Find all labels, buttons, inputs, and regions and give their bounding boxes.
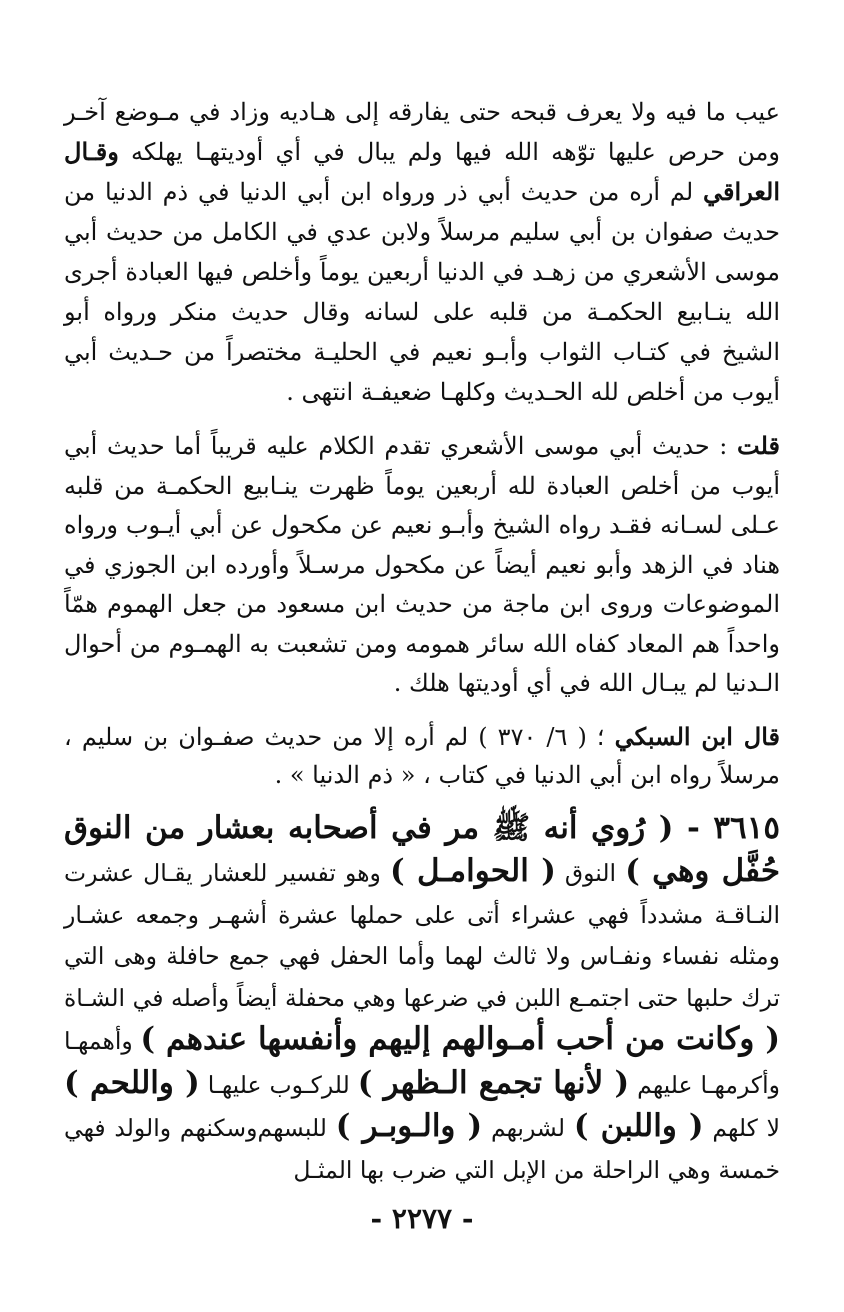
hadith-phrase-amwal: ( وكانت من أحب أمـوالهم إليهم وأنفسها عندهم ) xyxy=(140,1021,780,1057)
text-run: عيب ما فيه ولا يعرف قبحه حتى يفارقه إلى هـاديه وزاد في مـوضع آخـر ومن حرص عليها توّهه الله فيها ولم يبال في أي أوديتهـا يهلكه xyxy=(64,98,780,166)
hadith-heading: ٣٦١٥ - ( رُوي أنه ﷺ مر في أصحابه بعشار من النوق حُفَّل وهي ) xyxy=(64,809,781,889)
paragraph-qultu xyxy=(64,426,780,704)
paragraph-commentary xyxy=(64,92,780,412)
paragraph-hadith-3615 xyxy=(64,808,780,1192)
text-run: لشربهم xyxy=(482,1114,574,1142)
hadith-term-lahm: ( واللحم ) xyxy=(64,1064,200,1101)
text-run: النوق xyxy=(555,859,626,887)
hadith-term-hawamil: ( الحوامـل ) xyxy=(389,853,556,889)
text-run: : حديث أبي موسى الأشعري تقدم الكلام عليه قريباً أما حديث أبي أيوب من أخلص العبادة لله أربعين يوماً ظهرت ينـابيع الحكمـة من قلبه عـلى لسـانه فقـد رواه الشيخ وأبـو نعيم عن مكحول عن أبي أيـوب ورواه هناد في الزهد وأبو نعيم أيضاً عن مكحول مرسـلاً وأورده ابن الجوزي في الموضوعات وروى ابن ماجة من حديث ابن مسعود من جعل الهموم همّاً واحداً هم المعاد كفاه الله سائر همومه ومن تشعبت به الهمـوم من أحوال الـدنيا لم يبـال الله في أي أوديتها هلك . xyxy=(64,432,780,697)
hadith-term-laban: ( واللبن ) xyxy=(573,1108,704,1144)
bold-term-subki: قال ابن السبكي xyxy=(614,721,781,751)
hadith-term-wabar: ( والـوبـر ) xyxy=(335,1108,483,1144)
paragraph-subki xyxy=(64,718,780,794)
bold-term-qultu: قلت xyxy=(737,431,780,460)
text-run: للركـوب عليهـا xyxy=(199,1070,358,1099)
text-run: ؛ ( ٦/ ٣٧٠ ) لم أره إلا من حديث صفـوان بن سليم ، مرسلاً رواه ابن أبي الدنيا في كتاب ، « ذم الدنيا » . xyxy=(64,722,780,789)
text-run: وهو تفسير للعشار يقـال عشرت النـاقـة مشدداً فهي عشراء أتى على حملها عشرة أشهـر وجمعه عشـار ومثله نفساء ونفـاس ولا ثالث لهما وأما الحفل فهي جمع حافلة وهى التي ترك حلبها حتى اجتمـع اللبن في ضرعها وهي محفلة أيضاً وأصله في الشـاة xyxy=(64,859,780,1012)
bold-term-iraqi: وقـال العراقي xyxy=(64,137,780,206)
text-run: للبسهم‌وسكنهم والولد فهي خمسة وهي الراحلة من الإبل التي ضرب بها المثـل xyxy=(64,1114,780,1184)
text-run: وأهمهـا وأكرمهـا عليهم xyxy=(64,1027,780,1099)
page-body xyxy=(64,92,780,1205)
hadith-phrase-zahr: ( لأنها تجمع الـظهر ) xyxy=(357,1064,630,1101)
text-run: لم أره من حديث أبي ذر ورواه ابن أبي الدنيا في ذم الدنيا من حديث صفوان بن أبي سليم مرسلاً ولابن عدي في الكامل من حديث أبي موسى الأشعري من زهـد في الدنيا أربعين يوماً وأخلص فيها العبادة أجرى الله ينـابيع الحكمـة من قلبه على لسانه وقال حديث منكر ورواه أبو الشيخ في كتـاب الثواب وأبـو نعيم في الحليـة مختصراً من حـديث أبي أيوب من أخلص لله الحـديث وكلهـا ضعيفـة انتهى . xyxy=(64,178,780,406)
text-run: لا كلهم xyxy=(703,1114,780,1142)
page-number: - ٢٢٧٧ - xyxy=(370,1202,474,1235)
